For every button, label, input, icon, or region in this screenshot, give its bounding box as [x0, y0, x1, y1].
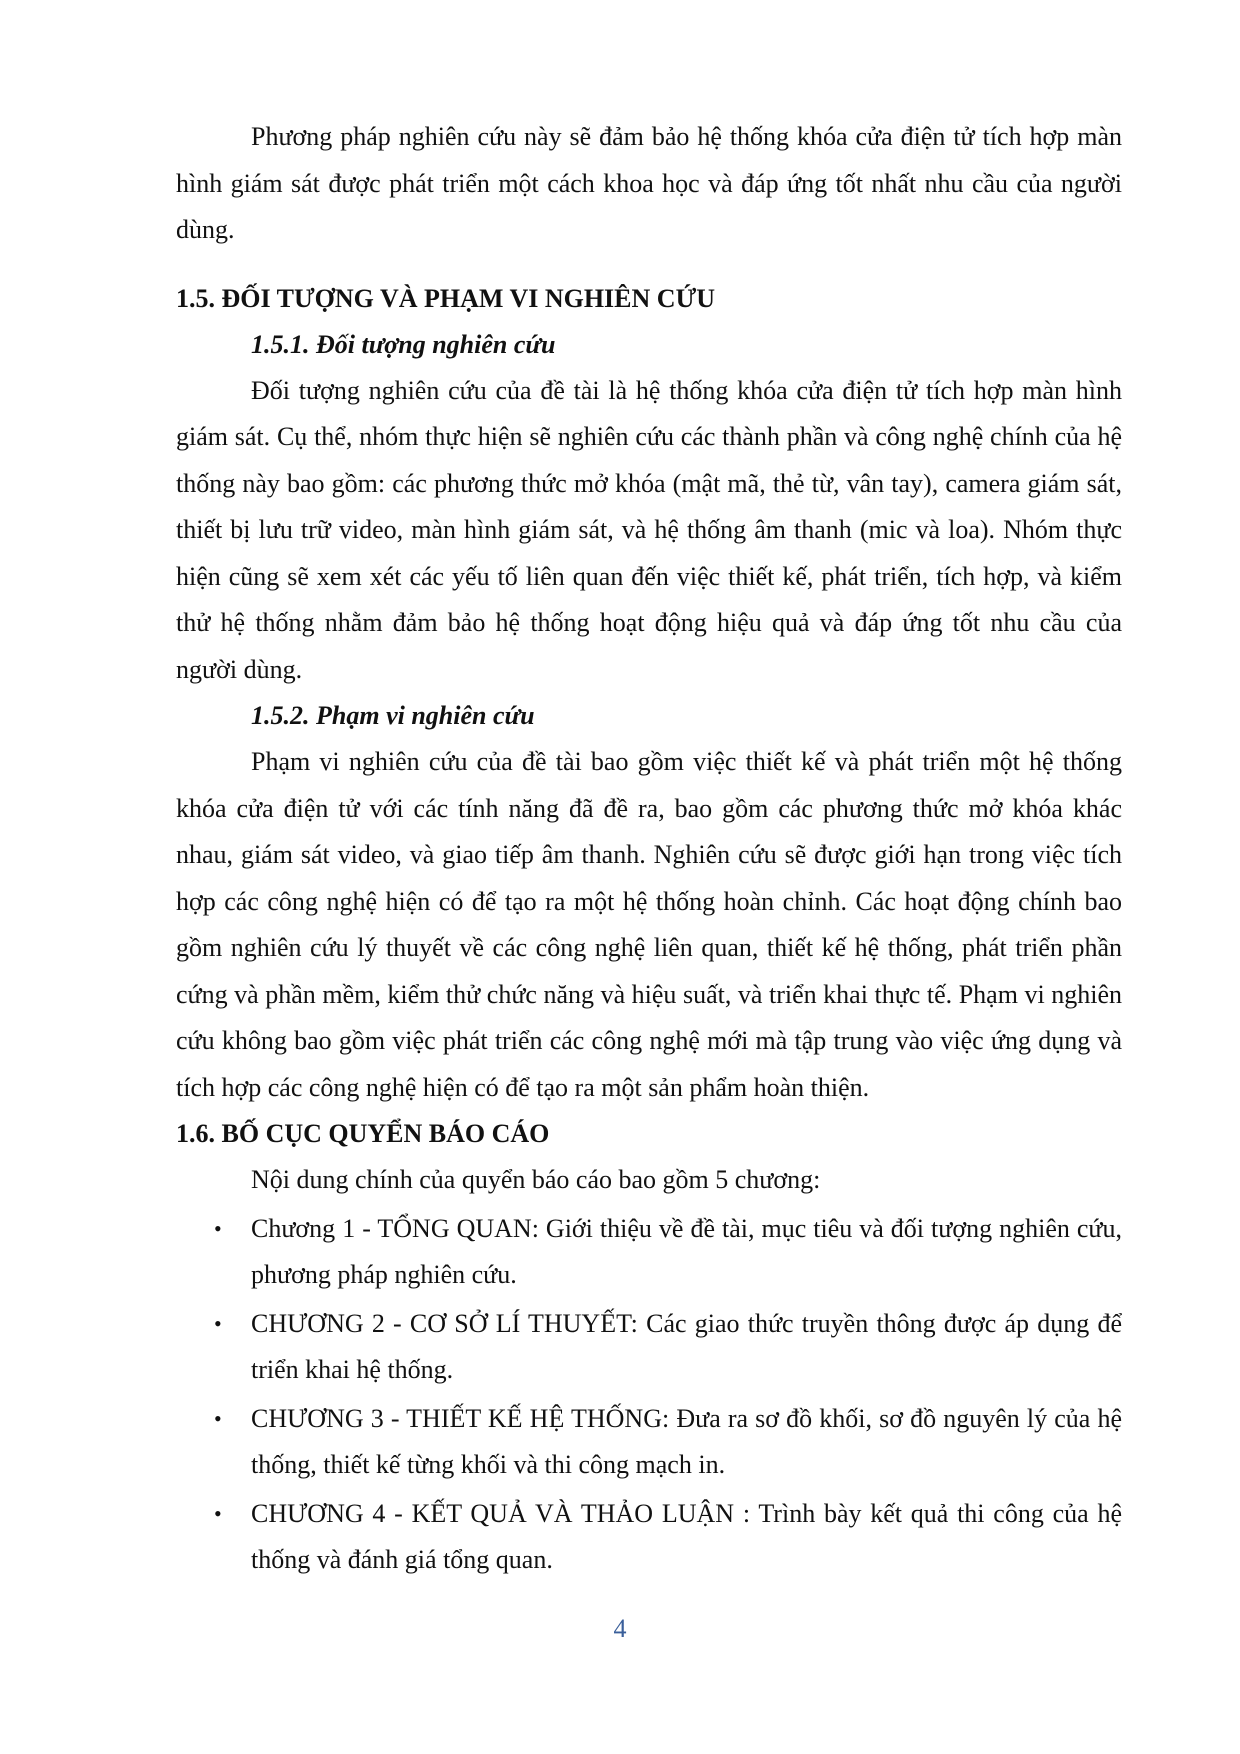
chapter-list-item: • Chương 1 - TỔNG QUAN: Giới thiệu về đề tài, mục tiêu và đối tượng nghiên cứu, phương pháp nghiên cứu. — [176, 1206, 1122, 1298]
heading-1-5-2: 1.5.2. Phạm vi nghiên cứu — [251, 701, 535, 730]
paragraph-methodology-summary: Phương pháp nghiên cứu này sẽ đảm bảo hệ thống khóa cửa điện tử tích hợp màn hình giám sát được phát triển một cách khoa học và đáp ứng tốt nhất nhu cầu của người dùng. — [176, 122, 1122, 244]
paragraph-research-object: Đối tượng nghiên cứu của đề tài là hệ thống khóa cửa điện tử tích hợp màn hình giám sát. Cụ thể, nhóm thực hiện sẽ nghiên cứu các thành phần và công nghệ chính của hệ thống này bao gồm: các phương thức mở khóa (mật mã, thẻ từ, vân tay), camera giám sát, thiết bị lưu trữ video, màn hình giám sát, và hệ thống âm thanh (mic và loa). Nhóm thực hiện cũng sẽ xem xét các yếu tố liên quan đến việc thiết kế, phát triển, tích hợp, và kiểm thử hệ thống nhằm đảm bảo hệ thống hoạt động hiệu quả và đáp ứng tốt nhu cầu của người dùng. — [176, 375, 1122, 684]
paragraph-report-outline-intro: Nội dung chính của quyển báo cáo bao gồm 5 chương: — [251, 1165, 821, 1194]
page-body — [176, 112, 1122, 1586]
heading-1-6: 1.6. BỐ CỤC QUYỂN BÁO CÁO — [176, 1119, 550, 1148]
chapter-list-item: • CHƯƠNG 3 - THIẾT KẾ HỆ THỐNG: Đưa ra sơ đồ khối, sơ đồ nguyên lý của hệ thống, thiết kế từng khối và thi công mạch in. — [176, 1396, 1122, 1488]
paragraph-research-scope: Phạm vi nghiên cứu của đề tài bao gồm việc thiết kế và phát triển một hệ thống khóa cửa điện tử với các tính năng đã đề ra, bao gồm các phương thức mở khóa khác nhau, giám sát video, và giao tiếp âm thanh. Nghiên cứu sẽ được giới hạn trong việc tích hợp các công nghệ hiện có để tạo ra một hệ thống hoàn chỉnh. Các hoạt động chính bao gồm nghiên cứu lý thuyết về các công nghệ liên quan, thiết kế hệ thống, phát triển phần cứng và phần mềm, kiểm thử chức năng và hiệu suất, và triển khai thực tế. Phạm vi nghiên cứu không bao gồm việc phát triển các công nghệ mới mà tập trung vào việc ứng dụng và tích hợp các công nghệ hiện có để tạo ra một sản phẩm hoàn thiện. — [176, 747, 1122, 1102]
chapter-list-item: • CHƯƠNG 4 - KẾT QUẢ VÀ THẢO LUẬN : Trình bày kết quả thi công của hệ thống và đánh giá tổng quan. — [176, 1491, 1122, 1583]
page-number: 4 — [613, 1614, 627, 1643]
heading-1-5-1: 1.5.1. Đối tượng nghiên cứu — [251, 329, 556, 359]
chapter-list — [176, 1206, 1122, 1583]
chapter-list-item: • CHƯƠNG 2 - CƠ SỞ LÍ THUYẾT: Các giao thức truyền thông được áp dụng để triển khai hệ thống. — [176, 1301, 1122, 1393]
heading-1-5: 1.5. ĐỐI TƯỢNG VÀ PHẠM VI NGHIÊN CỨU — [176, 283, 716, 313]
